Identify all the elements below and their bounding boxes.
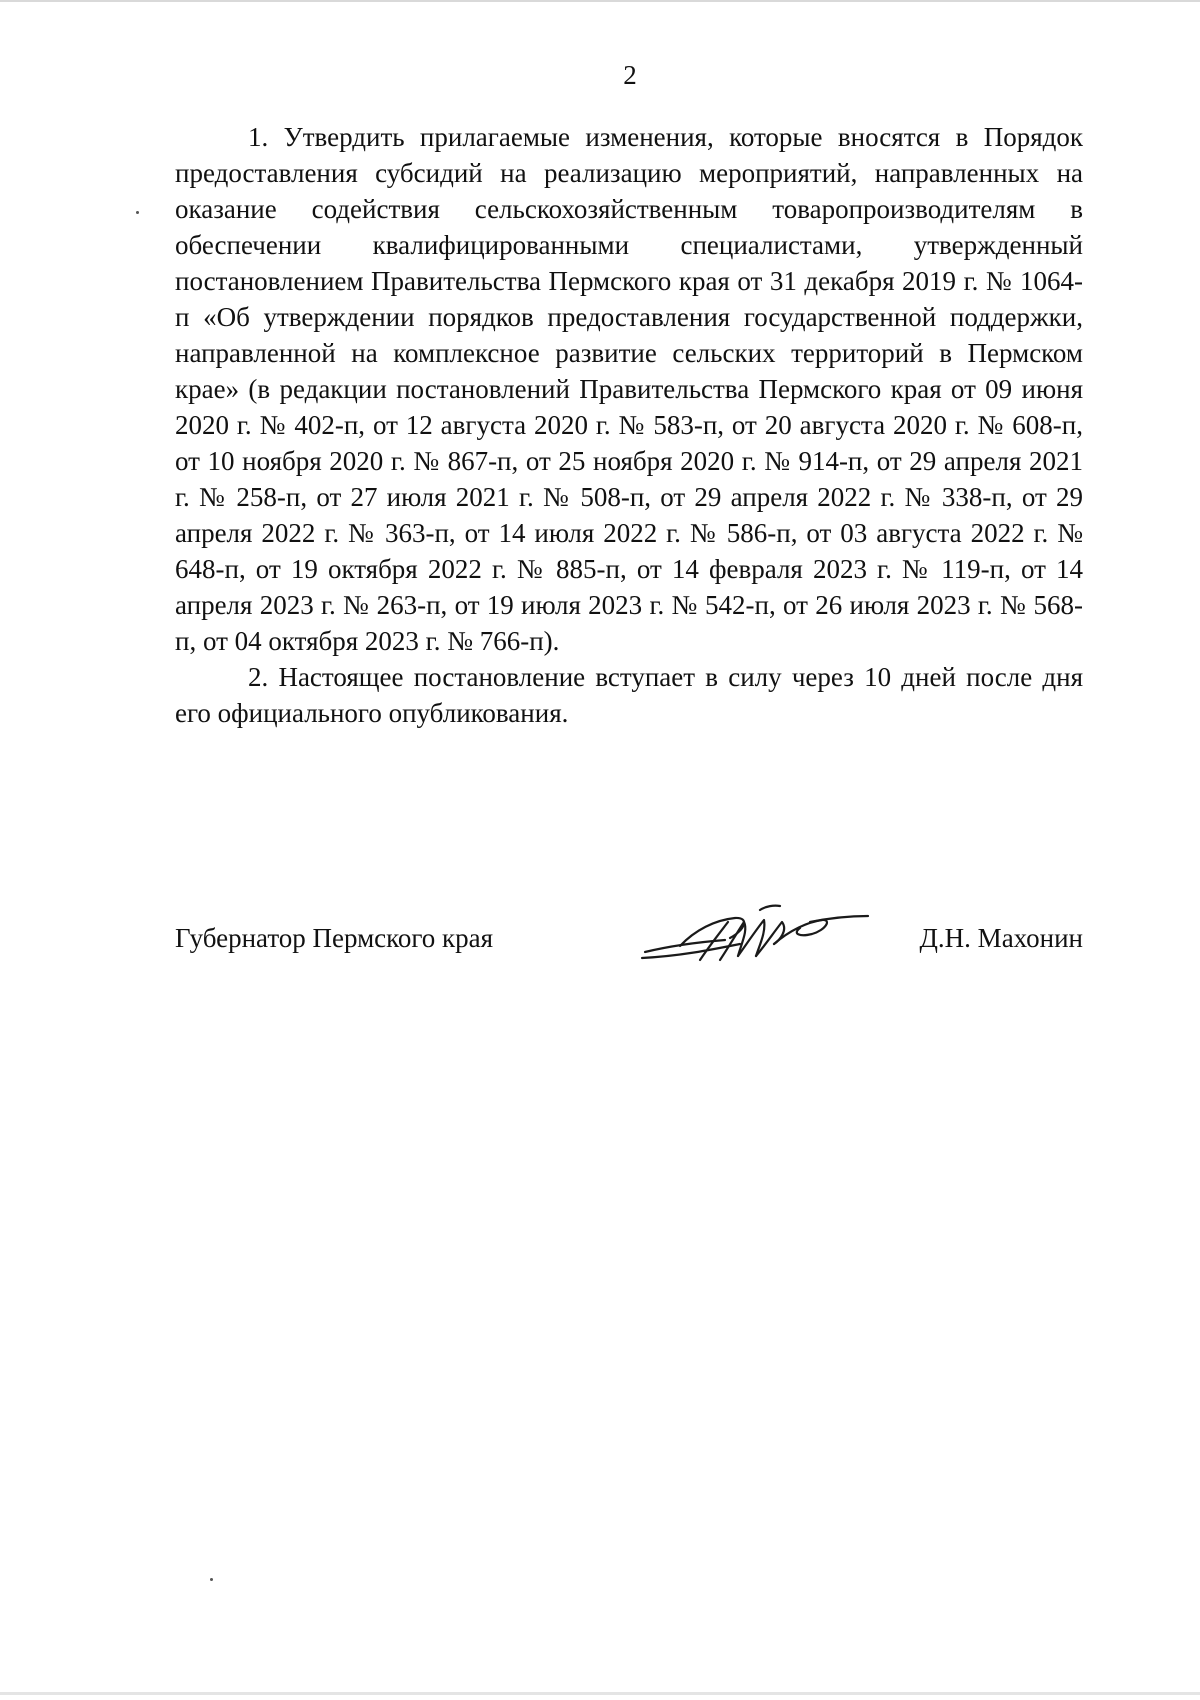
signatory-position: Губернатор Пермского края [175,923,494,953]
page-number: 2 [623,60,637,90]
scan-speck [210,1578,213,1581]
signature-block [175,900,1083,980]
paragraph-1: 1. Утвердить прилагаемые изменения, которые вносятся в Порядок предоставления субсидий на реализацию мероприятий, направленных на оказание содействия сельскохозяйственным товаропроизводителям в обеспечении квалифицированными специалистами, утвержденный постановлением Правительства Пермского края от 31 декабря 2019 г. № 1064-п «Об утверждении порядков предоставления государственной поддержки, направленной на комплексное развитие сельских территорий в Пермском крае» (в редакции постановлений Правительства Пермского края от 09 июня 2020 г. № 402-п, от 12 августа 2020 г. № 583-п, от 20 августа 2020 г. № 608-п, от 10 ноября 2020 г. № 867-п, от 25 ноября 2020 г. № 914-п, от 29 апреля 2021 г. № 258-п, от 27 июля 2021 г. № 508-п, от 29 апреля 2022 г. № 338-п, от 29 апреля 2022 г. № 363-п, от 14 июля 2022 г. № 586-п, от 03 августа 2022 г. № 648-п, от 19 октября 2022 г. № 885-п, от 14 февраля 2023 г. № 119-п, от 14 апреля 2023 г. № 263-п, от 19 июля 2023 г. № 542-п, от 26 июля 2023 г. № 568-п, от 04 октября 2023 г. № 766-п). [175,122,1083,656]
paragraph-2: 2. Настоящее постановление вступает в силу через 10 дней после дня его официального опубликования. [175,662,1083,728]
document-body [175,119,1083,731]
handwritten-signature-icon [640,900,870,970]
scan-bottom-edge [0,1692,1200,1695]
scan-top-edge [0,0,1200,2]
scan-speck [136,211,139,214]
signatory-name: Д.Н. Махонин [919,923,1083,953]
